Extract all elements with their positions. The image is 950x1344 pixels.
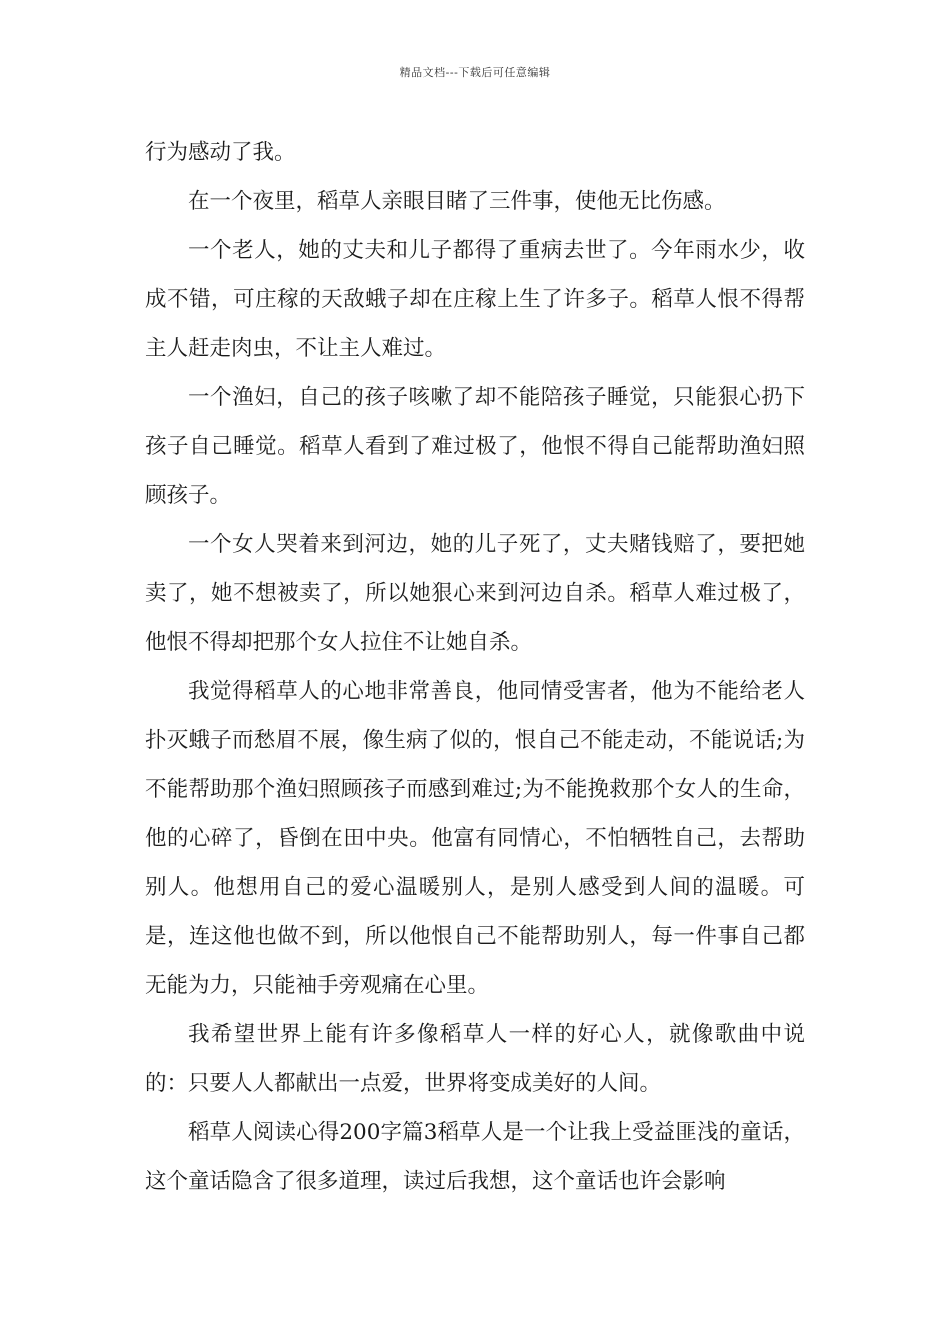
paragraph: 一个老人，她的丈夫和儿子都得了重病去世了。今年雨水少，收成不错，可庄稼的天敌蛾子却在庄稼上生了许多子。稻草人恨不得帮主人赶走肉虫，不让主人难过。 [145, 238, 805, 361]
page-header: 精品文档---下载后可任意编辑 [399, 66, 551, 79]
paragraph: 一个渔妇，自己的孩子咳嗽了却不能陪孩子睡觉，只能狠心扔下孩子自己睡觉。稻草人看到了难过极了，他恨不得自己能帮助渔妇照顾孩子。 [145, 385, 805, 508]
paragraph: 稻草人阅读心得200字篇3稻草人是一个让我上受益匪浅的童话，这个童话隐含了很多道理，读过后我想，这个童话也许会影响 [145, 1120, 805, 1194]
paragraph: 行为感动了我。 [145, 140, 296, 165]
paragraph: 我觉得稻草人的心地非常善良，他同情受害者，他为不能给老人扑灭蛾子而愁眉不展，像生病了似的，恨自己不能走动，不能说话;为不能帮助那个渔妇照顾孩子而感到难过;为不能挽救那个女人的生命，他的心碎了，昏倒在田中央。他富有同情心，不怕牺牲自己，去帮助别人。他想用自己的爱心温暖别人，是别人感受到人间的温暖。可是，连这他也做不到，所以他恨自己不能帮助别人，每一件事自己都无能为力，只能袖手旁观痛在心里。 [145, 679, 805, 998]
paragraph: 我希望世界上能有许多像稻草人一样的好心人，就像歌曲中说的：只要人人都献出一点爱，世界将变成美好的人间。 [145, 1022, 805, 1096]
document-body [145, 128, 805, 1206]
paragraph: 一个女人哭着来到河边，她的儿子死了，丈夫赌钱赔了，要把她卖了，她不想被卖了，所以她狠心来到河边自杀。稻草人难过极了，他恨不得却把那个女人拉住不让她自杀。 [145, 532, 805, 655]
paragraph: 在一个夜里，稻草人亲眼目睹了三件事，使他无比伤感。 [188, 189, 726, 214]
